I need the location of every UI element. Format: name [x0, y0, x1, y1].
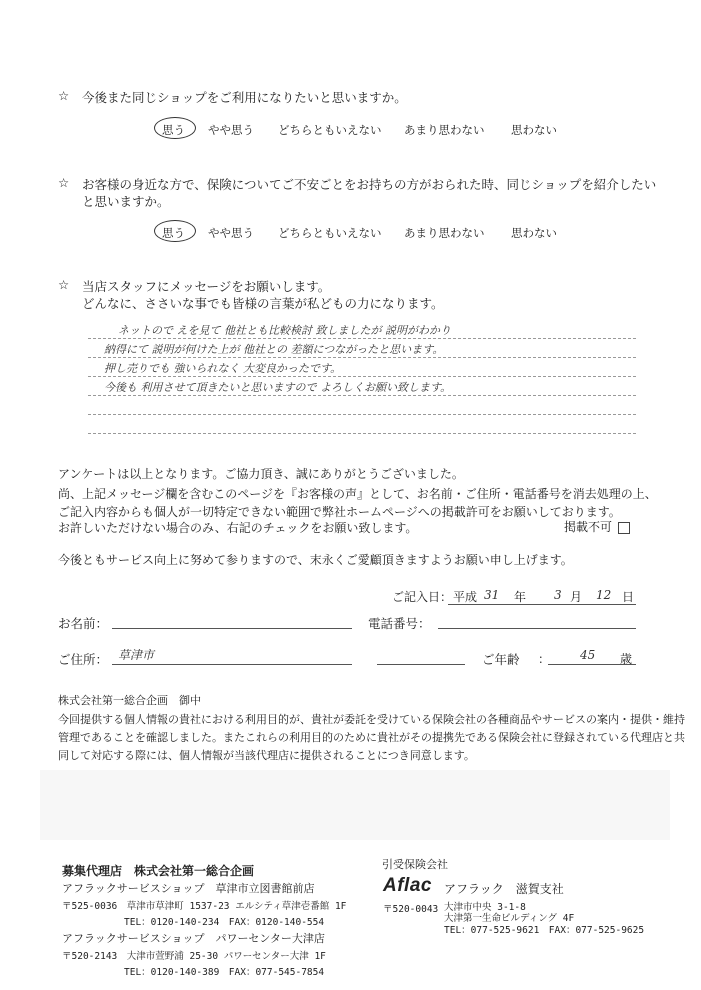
q2-selected-circle-icon	[154, 220, 196, 242]
date-month-value[interactable]: 3	[554, 588, 562, 602]
privacy-line-3: 同して対応する際には、個人情報が当該代理店に提供されることにつき同意します。	[58, 749, 475, 762]
age-label: ご年齢	[482, 652, 520, 667]
q2-option-5[interactable]: 思わない	[511, 226, 557, 240]
closing-line-2: 尚、上記メッセージ欄を含むこのページを『お客様の声』として、お名前・ご住所・電話番号を消去処理の上、	[58, 487, 657, 501]
address-value[interactable]: 草津市	[118, 648, 155, 662]
age-field-underline	[548, 664, 636, 665]
aflac-branch: アフラック 滋賀支社	[444, 882, 564, 896]
q2-star-icon: ☆	[58, 175, 70, 190]
message-rule	[88, 357, 636, 358]
date-era: 平成	[453, 590, 478, 604]
privacy-addressee: 株式会社第一総合企画 御中	[58, 694, 201, 707]
phone-field-underline[interactable]	[438, 628, 636, 629]
closing-thanks: 今後ともサービス向上に努めて参りますので、末永くご愛顧頂きますようお願い申し上げます。	[58, 553, 573, 567]
shop2-name: アフラックサービスショップ パワーセンター大津店	[62, 932, 325, 945]
date-year-value[interactable]: 31	[484, 588, 500, 602]
q1-option-3[interactable]: どちらともいえない	[278, 123, 382, 137]
shop1-address: 〒525-0036 草津市草津町 1537-23 エルシティ草津壱番館 1F	[62, 901, 347, 912]
q2-option-2[interactable]: やや思う	[208, 226, 254, 240]
age-unit: 歳	[620, 652, 633, 666]
handwritten-message-line: 納得にて 説明が何けた上が 他社との 差額につながったと思います。	[104, 343, 444, 356]
q1-selected-circle-icon	[154, 117, 196, 139]
q1-option-5[interactable]: 思わない	[511, 123, 557, 137]
closing-line-1: アンケートは以上となります。ご協力頂き、誠にありがとうございました。	[58, 467, 464, 481]
q3-question-line2: どんなに、ささいな事でも皆様の言葉が私どもの力になります。	[82, 296, 444, 311]
insurer-address-1: 大津市中央 3-1-8	[444, 902, 526, 913]
q1-question: 今後また同じショップをご利用になりたいと思いますか。	[82, 90, 407, 105]
optout-label: 掲載不可	[564, 520, 613, 534]
handwritten-message-line: 今後も 利用させて頂きたいと思いますので よろしくお願い致します。	[104, 381, 452, 394]
date-year-unit: 年	[514, 590, 527, 604]
date-day-unit: 日	[622, 590, 635, 604]
q1-option-4[interactable]: あまり思わない	[404, 123, 485, 137]
q3-star-icon: ☆	[58, 277, 70, 292]
message-rule	[88, 338, 636, 339]
q2-question-line2: と思いますか。	[82, 194, 170, 209]
insurer-tel: TEL：077-525-9621 FAX：077-525-9625	[444, 925, 645, 936]
message-rule	[88, 395, 636, 396]
closing-line-3: ご記入内容からも個人が一切特定できない範囲で弊社ホームページへの掲載許可をお願いしております。	[58, 505, 621, 519]
closing-line-4: お許しいただけない場合のみ、右記のチェックをお願い致します。	[58, 521, 418, 535]
q2-option-4[interactable]: あまり思わない	[404, 226, 485, 240]
date-label: ご記入日：	[392, 590, 453, 604]
q2-option-1[interactable]: 思う	[162, 226, 185, 240]
address-field-underline	[112, 664, 352, 665]
date-underline	[448, 604, 636, 605]
optout-checkbox[interactable]	[618, 522, 630, 534]
message-rule	[88, 414, 636, 415]
message-rule	[88, 376, 636, 377]
scan-smudge	[40, 770, 670, 840]
shop2-tel: TEL：0120-140-389 FAX：077-545-7854	[124, 967, 325, 978]
insurer-title: 引受保険会社	[382, 858, 448, 871]
privacy-line-1: 今回提供する個人情報の貴社における利用目的が、貴社が委託を受けている保険会社の各種商品やサービスの案内・提供・維持	[58, 713, 685, 726]
privacy-line-2: 管理であることを確認しました。またこれらの利用目的のために貴社がその提携先である保険会社に登録されている代理店と共	[58, 731, 685, 744]
q1-star-icon: ☆	[58, 88, 70, 103]
agency-title: 募集代理店 株式会社第一総合企画	[62, 864, 255, 878]
name-field-underline[interactable]	[112, 628, 352, 629]
shop1-tel: TEL：0120-140-234 FAX：0120-140-554	[124, 917, 325, 928]
name-label: お名前：	[58, 616, 109, 631]
address-label: ご住所：	[58, 652, 109, 667]
date-month-unit: 月	[570, 590, 583, 604]
age-value[interactable]: 45	[580, 648, 596, 662]
q1-option-2[interactable]: やや思う	[208, 123, 254, 137]
handwritten-message-line: ネットので えを見て 他社とも比較検討 致しましたが 説明がわかり	[118, 324, 451, 337]
shop2-address: 〒520-2143 大津市萱野浦 25-30 パワーセンター大津 1F	[62, 951, 326, 962]
handwritten-message-line: 押し売りでも 強いられなく 大変良かったです。	[104, 362, 342, 375]
optout-checkbox-label[interactable]	[564, 518, 630, 535]
date-day-value[interactable]: 12	[596, 588, 612, 602]
q2-option-3[interactable]: どちらともいえない	[278, 226, 382, 240]
address-field-underline-2	[377, 664, 465, 665]
q3-question-line1: 当店スタッフにメッセージをお願いします。	[82, 279, 331, 294]
q1-option-1[interactable]: 思う	[162, 123, 185, 137]
message-rule	[88, 433, 636, 434]
age-separator: ：	[538, 652, 551, 666]
shop1-name: アフラックサービスショップ 草津市立図書館前店	[62, 882, 315, 895]
insurer-zip: 〒520-0043	[383, 904, 439, 915]
insurer-address-2: 大津第一生命ビルディング 4F	[444, 913, 575, 924]
aflac-logo: Aflac	[383, 875, 432, 896]
phone-label: 電話番号：	[368, 616, 431, 631]
q2-question-line1: お客様の身近な方で、保険についてご不安ごとをお持ちの方がおられた時、同じショップを紹介したい	[82, 177, 657, 192]
